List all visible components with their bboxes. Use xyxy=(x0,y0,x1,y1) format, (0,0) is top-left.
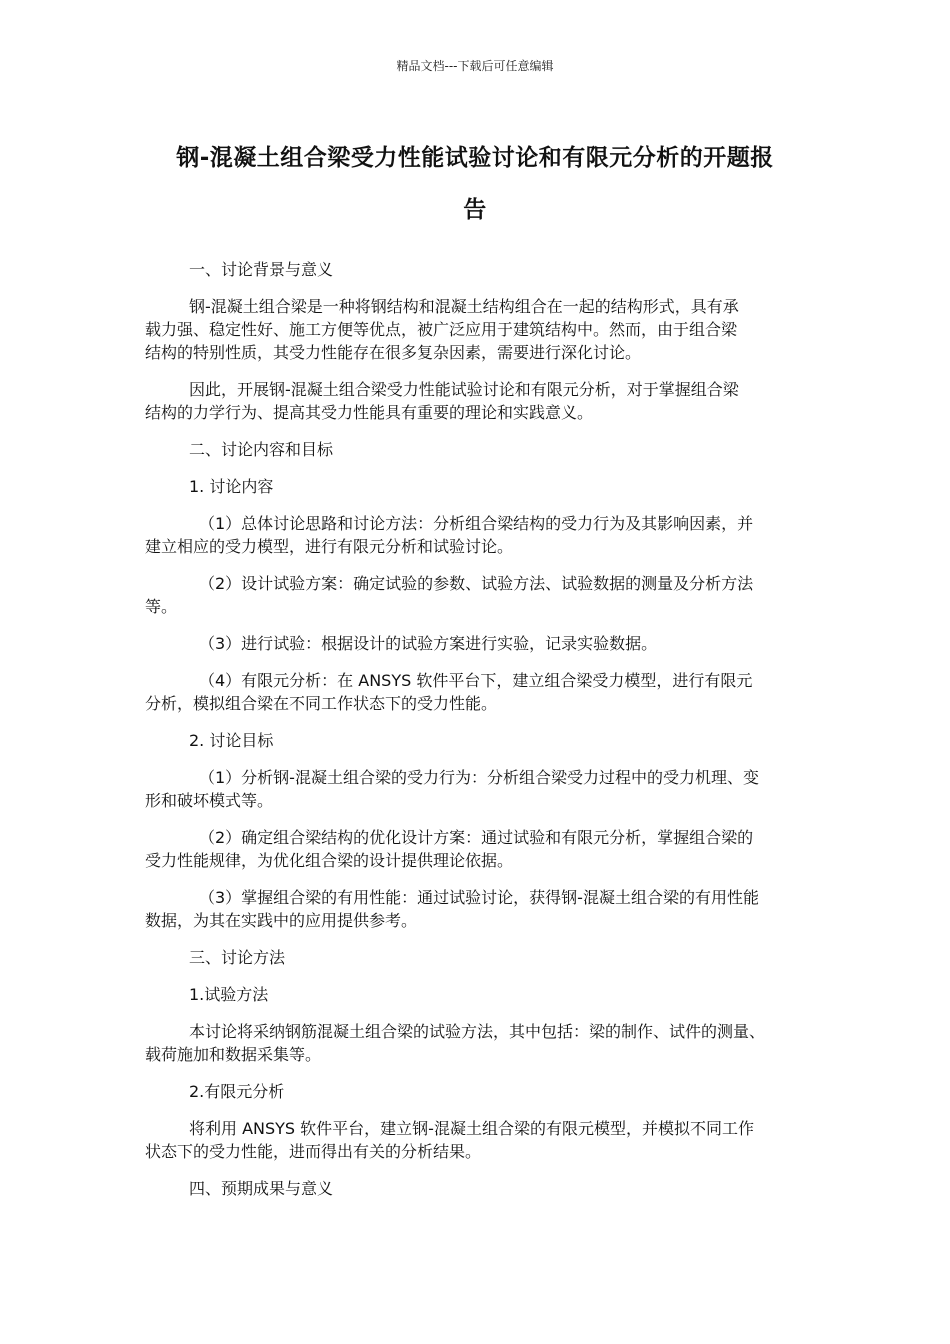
text-line: 数据，为其在实践中的应用提供参考。 xyxy=(145,911,418,930)
paragraph xyxy=(145,1020,810,1066)
text-line: （4）有限元分析：在 ANSYS 软件平台下，建立组合梁受力模型，进行有限元 xyxy=(199,671,753,690)
text-line: （3）进行试验：根据设计的试验方案进行实验，记录实验数据。 xyxy=(199,634,658,653)
paragraph xyxy=(145,295,810,364)
text-line: 分析，模拟组合梁在不同工作状态下的受力性能。 xyxy=(145,694,498,713)
list-item xyxy=(145,766,810,812)
text-line: 结构的特别性质，其受力性能存在很多复杂因素，需要进行深化讨论。 xyxy=(145,343,642,362)
text-line: （2）确定组合梁结构的优化设计方案：通过试验和有限元分析，掌握组合梁的 xyxy=(199,828,754,847)
page-header: 精品文档---下载后可任意编辑 xyxy=(396,59,554,73)
text-line: 本讨论将采纳钢筋混凝土组合梁的试验方法，其中包括：梁的制作、试件的测量、 xyxy=(189,1022,766,1041)
section-heading xyxy=(145,258,810,281)
text-line: 等。 xyxy=(145,597,178,616)
text-line: 1.试验方法 xyxy=(189,985,269,1004)
list-item xyxy=(145,826,810,872)
section-heading xyxy=(145,438,810,461)
section-heading xyxy=(145,729,810,752)
text-line: 结构的力学行为、提高其受力性能具有重要的理论和实践意义。 xyxy=(145,403,594,422)
list-item xyxy=(145,572,810,618)
list-item xyxy=(145,886,810,932)
list-item xyxy=(145,512,810,558)
section-heading xyxy=(145,983,810,1006)
text-line: 一、讨论背景与意义 xyxy=(189,260,334,279)
list-item xyxy=(145,669,810,715)
text-line: 钢-混凝土组合梁是一种将钢结构和混凝土结构组合在一起的结构形式，具有承 xyxy=(189,297,739,316)
section-heading xyxy=(145,475,810,498)
text-line: 受力性能规律，为优化组合梁的设计提供理论依据。 xyxy=(145,851,514,870)
text-line: 状态下的受力性能，进而得出有关的分析结果。 xyxy=(145,1142,482,1161)
text-line: （3）掌握组合梁的有用性能：通过试验讨论，获得钢-混凝土组合梁的有用性能 xyxy=(199,888,759,907)
text-line: 载荷施加和数据采集等。 xyxy=(145,1045,322,1064)
paragraph xyxy=(145,1117,810,1163)
text-line: 载力强、稳定性好、施工方便等优点，被广泛应用于建筑结构中。然而，由于组合梁 xyxy=(145,320,738,339)
text-line: （1）分析钢-混凝土组合梁的受力行为：分析组合梁受力过程中的受力机理、变 xyxy=(199,768,759,787)
text-line: 四、预期成果与意义 xyxy=(189,1179,334,1198)
text-line: 二、讨论内容和目标 xyxy=(189,440,334,459)
text-line: 形和破坏模式等。 xyxy=(145,791,274,810)
text-line: 因此，开展钢-混凝土组合梁受力性能试验讨论和有限元分析，对于掌握组合梁 xyxy=(189,380,739,399)
text-line: （2）设计试验方案：确定试验的参数、试验方法、试验数据的测量及分析方法 xyxy=(199,574,754,593)
paragraph xyxy=(145,378,810,424)
text-line: （1）总体讨论思路和讨论方法：分析组合梁结构的受力行为及其影响因素，并 xyxy=(199,514,754,533)
document-body xyxy=(145,258,810,1200)
title-line: 告 xyxy=(463,197,487,223)
title-line: 钢-混凝土组合梁受力性能试验讨论和有限元分析的开题报 xyxy=(176,145,774,171)
text-line: 2.有限元分析 xyxy=(189,1082,285,1101)
text-line: 三、讨论方法 xyxy=(189,948,286,967)
text-line: 1. 讨论内容 xyxy=(189,477,274,496)
list-item xyxy=(145,632,810,655)
section-heading xyxy=(145,946,810,969)
document-title xyxy=(140,132,810,236)
text-line: 将利用 ANSYS 软件平台，建立钢-混凝土组合梁的有限元模型，并模拟不同工作 xyxy=(189,1119,754,1138)
section-heading xyxy=(145,1177,810,1200)
section-heading xyxy=(145,1080,810,1103)
text-line: 建立相应的受力模型，进行有限元分析和试验讨论。 xyxy=(145,537,514,556)
text-line: 2. 讨论目标 xyxy=(189,731,274,750)
